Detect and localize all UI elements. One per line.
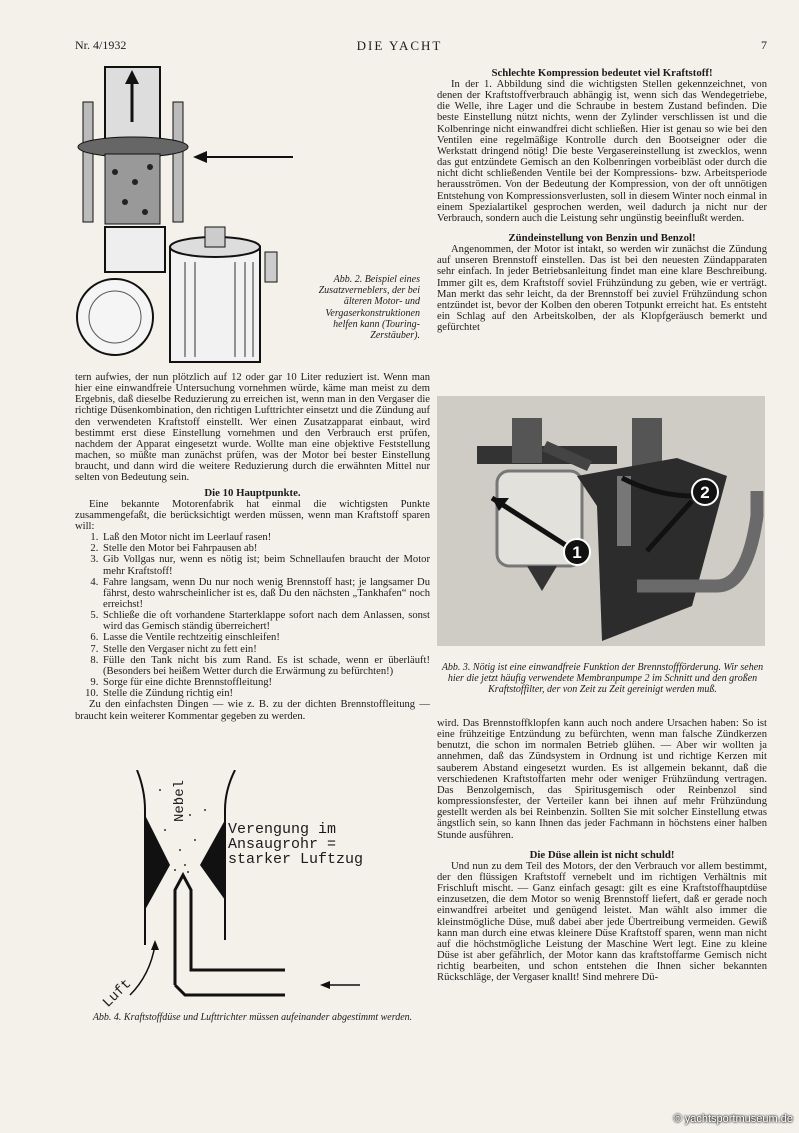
list-item: 2. Stelle den Motor bei Fahrpausen ab! bbox=[101, 543, 430, 554]
tips-list bbox=[75, 532, 430, 699]
right-paragraph-2: Angenommen, der Motor ist intakt, so werden wir zunächst die Zündung auf unseren Brennstoff einstellen. Das ist bei den neuesten Zündapparaten sehr einfach. In jeder Betriebsanleitung findet man eine klare Beschreibung. Immer gilt es, dem Kraftstoff soviel Frühzündung zu geben, wie er verträgt. Man merkt das sehr leicht, da der Brennstoff bei zuviel Frühzündung schon entzündet ist, bevor der Kolben den oberen Totpunkt erreicht hat. Es entsteht ein Schlag auf den Arbeitskolben, der als Klopfgeräusch bemerkt und gefürchtet bbox=[437, 244, 767, 334]
list-intro: Eine bekannte Motorenfabrik hat einmal die wichtigsten Punkte zusammengefaßt, die berücksichtigt werden müssen, wenn man Kraftstoff sparen will: bbox=[75, 498, 430, 532]
fig4-label-line: Ansaugrohr = bbox=[228, 836, 337, 853]
fig4-caption: Abb. 4. Kraftstoffdüse und Lufttrichter müssen aufeinander abgestimmt werden. bbox=[92, 1012, 413, 1023]
page-number: 7 bbox=[761, 38, 767, 52]
fig3-marker-1: 1 bbox=[572, 543, 582, 562]
fig4-label-luft: Luft bbox=[100, 976, 136, 1012]
list-item: 8. Fülle den Tank nicht bis zum Rand. Es ist schade, wenn er überläuft! (Besonders bei heißem Wetter durch die Erwärmung zu befürchten!) bbox=[101, 655, 430, 677]
right-paragraph-3: wird. Das Brennstoffklopfen kann auch noch andere Ursachen haben: So ist eine frühzeitige Entzündung zu befürchten, wenn man falsche Zündkerzen benutzt, die schon im normalen Betrieb glühen. — Aber wir wollten ja annehmen, daß das Zündsystem in Ordnung ist und richtige Kerzen mit sauberem Abstand eingesetzt wurden. Es ist allgemein bekannt, daß die verschiedenen Kraftstoffarten mehr oder weniger Frühzündung vertragen. Das Benzolgemisch, das Spiritusgemisch oder Reinbenzol sind kompressionsfester, der Verteiler kann bei ihnen auf mehr Frühzündung gestellt werden als bei Reinbenzin. Sollten Sie mit solcher Einstellung etwas ängstlich sein, so kann Ihnen das jeder Fachmann in höchstens einer halben Stunde ausführen. bbox=[437, 718, 767, 841]
fig2-vaporizer-illustration bbox=[75, 62, 300, 367]
right-column-top bbox=[437, 67, 767, 333]
watermark: © yachtsportmuseum.de bbox=[673, 1113, 793, 1125]
fig4-jet-diagram bbox=[75, 770, 430, 1010]
magazine-title: DIE YACHT bbox=[356, 38, 443, 53]
fig4-label-line: Verengung im bbox=[228, 821, 337, 838]
list-outro: Zu den einfachsten Dingen — wie z. B. zu der dichten Brennstoffleitung — braucht kein weiterer Kommentar gegeben zu werden. bbox=[75, 699, 430, 722]
left-paragraph-1: tern aufwies, der nun plötzlich auf 12 oder gar 10 Liter reduziert ist. Wenn man hier eine einwandfreie Untersuchung vornehmen würde, käme man meist zu dem Ergebnis, daß dieselbe Reduzierung zu erreichen ist, wenn man in den Vergaser die richtige Düsenkombination, den richtigen Lufttrichter einsetzt und die Zündung auf den verwendeten Kraftstoff einstellt. Wer einen Zusatzapparat einbaut, wird bestimmt erst diese Einstellung vornehmen und den Verbrauch erst prüfen, nachdem der Apparat eingesetzt wurde. Wollte man eine objektive Feststellung machen, so müßte man zunächst prüfen, was der Motor bei bester Einstellung braucht, und dann wird die weitere Reduzierung durch die erwähnten Mittel nur selten von Bedeutung sein. bbox=[75, 372, 430, 484]
fig3-marker-2: 2 bbox=[700, 483, 710, 502]
list-item: 6. Lasse die Ventile rechtzeitig einschleifen! bbox=[101, 632, 430, 643]
list-item: 3. Gib Vollgas nur, wenn es nötig ist; beim Schnellaufen braucht der Motor mehr Kraftstoff! bbox=[101, 554, 430, 576]
fig4-label-line: starker Luftzug bbox=[228, 851, 364, 868]
fig3-fuel-pump-photo bbox=[437, 396, 765, 646]
issue-number: Nr. 4/1932 bbox=[75, 38, 127, 52]
fig4-label-verengung bbox=[228, 822, 363, 867]
heading-kompression: Schlechte Kompression bedeutet viel Kraftstoff! bbox=[491, 67, 713, 79]
list-item: 5. Schließe die oft vorhandene Starterklappe sofort nach dem Anlassen, sonst wird das Gemisch ständig überreichert! bbox=[101, 610, 430, 632]
fig2-caption: Abb. 2. Beispiel eines Zusatzverneblers, der bei älteren Motor- und Vergaserkonstruktionen helfen kann (Touring-Zerstäuber). bbox=[318, 274, 420, 342]
list-item: 9. Sorge für eine dichte Brennstoffleitung! bbox=[101, 677, 430, 688]
list-item: 1. Laß den Motor nicht im Leerlauf rasen! bbox=[101, 532, 430, 543]
list-item: 7. Stelle den Vergaser nicht zu fett ein! bbox=[101, 644, 430, 655]
heading-duese: Die Düse allein ist nicht schuld! bbox=[529, 848, 675, 861]
right-paragraph-1: In der 1. Abbildung sind die wichtigsten Stellen gekennzeichnet, von denen der Kraftstoffverbrauch abhängig ist, wenn sich das Wendegetriebe, die Welle, ihre Lager und die Schraube in bestem Zustand befinden. Die beste Einstellung nützt nichts, wenn der Zylinder verschlissen ist und die Kolbenringe nicht einwandfrei dicht schließen. Hier ist genau so wie bei den Ventilen eine regelmäßige Kontrolle durch den Bootseigner oder die Werkstatt dringend nötig! Die beste Vergasereinstellung ist zwecklos, wenn das gut entzündete Gemisch an den Kolbenringen vorbeibläst oder durch die nicht dicht schließenden Ventile bei der Kompressions- bzw. Arbeitsperiode herausströmen. Von der Bedeutung der Kompression, von der oft unnötigen Entstehung von Kompressionsverlusten, soll in diesem Winter noch einmal in einem Spezialartikel gesprochen werden, weil dadurch ja nicht nur der Verbrauch, sondern auch die Leistung sehr ungünstig beeinflußt werden. bbox=[437, 79, 767, 224]
left-column bbox=[75, 372, 430, 722]
fig4-label-nebel: Nebel bbox=[172, 779, 188, 822]
right-paragraph-4: Und nun zu dem Teil des Motors, der den Verbrauch vor allem bestimmt, der den flüssigen Kraftstoff vernebelt und im richtigen Verhältnis mit Frischluft mischt. — Ganz einfach gesagt: gilt es eine Kraftstoffhauptdüse einzusetzen, die dem Motor so wenig Brennstoff liefert, daß er gerade noch einwandfrei arbeitet und genügend leistet. Man wählt also immer die kleinstmögliche Düse, muß dabei aber jede Übertreibung vermeiden. Gewiß kann man durch eine etwas kleinere Düse Kraftstoff sparen, wenn man nicht auf die höchstmögliche Leistung der Maschine Wert legt. Eine zu kleine Düse ist aber gefährlich, der Motor kann das kraftstoffarme Gemisch nicht richtig bearbeiten, und schon entstehen die Ihnen sicher bekannten Rückschläge, der Vergaser knallt! Sind mehrere Dü- bbox=[437, 860, 767, 984]
fig3-caption: Abb. 3. Nötig ist eine einwandfreie Funktion der Brennstoffförderung. Wir sehen hier die jetzt häufig verwendete Membranpumpe 2 im Schnitt und den großen Kraftstoffilter, der von Zeit zu Zeit gereinigt werden muß. bbox=[441, 662, 764, 696]
heading-zuendeinstellung: Zündeinstellung von Benzin und Benzol! bbox=[508, 232, 696, 245]
list-item: 10. Stelle die Zündung richtig ein! bbox=[101, 688, 430, 699]
heading-10-hauptpunkte: Die 10 Hauptpunkte. bbox=[204, 486, 301, 499]
right-column-bottom bbox=[437, 718, 767, 983]
list-item: 4. Fahre langsam, wenn Du nur noch wenig Brennstoff hast; je langsamer Du fährst, desto wahrscheinlicher ist es, daß Du den nächsten „Tankhafen“ noch erreichst! bbox=[101, 577, 430, 610]
